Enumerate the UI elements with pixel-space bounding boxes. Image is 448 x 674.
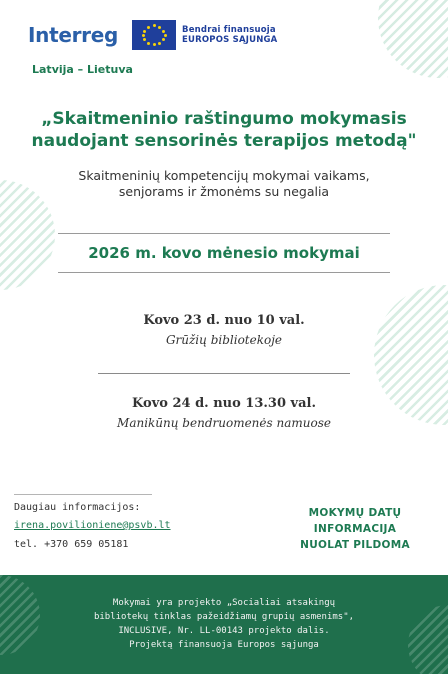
divider xyxy=(98,373,350,374)
eu-funding-label: Bendrai finansuoja EUROPOS SĄJUNGA xyxy=(182,25,278,45)
event-date: Kovo 24 d. nuo 13.30 val. xyxy=(132,396,316,411)
page-title: „Skaitmeninio raštingumo mokymasis naudojant sensorinės terapijos metodą" xyxy=(31,109,417,151)
phone-number: tel. +370 659 05181 xyxy=(14,539,129,550)
event-date: Kovo 23 d. nuo 10 val. xyxy=(143,313,305,328)
event-place: Grūžių bibliotekoje xyxy=(165,333,283,347)
divider xyxy=(14,494,152,495)
eu-flag-icon xyxy=(132,20,176,50)
dates-update-note: MOKYMŲ DATŲ INFORMACIJA NUOLAT PILDOMA xyxy=(300,507,410,551)
decorative-striped-circle xyxy=(378,0,448,78)
event-place: Manikūnų bendruomenės namuose xyxy=(117,416,331,430)
footer-banner xyxy=(0,575,448,674)
interreg-logo: Interreg xyxy=(28,23,119,47)
divider xyxy=(58,233,390,234)
footer-text: Mokymai yra projekto „Socialiai atsakingų bibliotekų tinklas pažeidžiamų grupių asmenims", INCLUSIVE, Nr. LL-00143 projekto dalis. Projektą finansuoja Europos sąjunga xyxy=(93,598,355,650)
month-heading: 2026 m. kovo mėnesio mokymai xyxy=(88,244,360,262)
contact-label: Daugiau informacijos: xyxy=(14,502,141,513)
logo-row xyxy=(28,18,277,52)
region-label: Latvija – Lietuva xyxy=(32,63,133,76)
divider xyxy=(58,272,390,273)
email-link[interactable]: irena.povilioniene@psvb.lt xyxy=(14,520,171,531)
subtitle: Skaitmeninių kompetencijų mokymai vaikams, senjorams ir žmonėms su negalia xyxy=(78,168,370,199)
